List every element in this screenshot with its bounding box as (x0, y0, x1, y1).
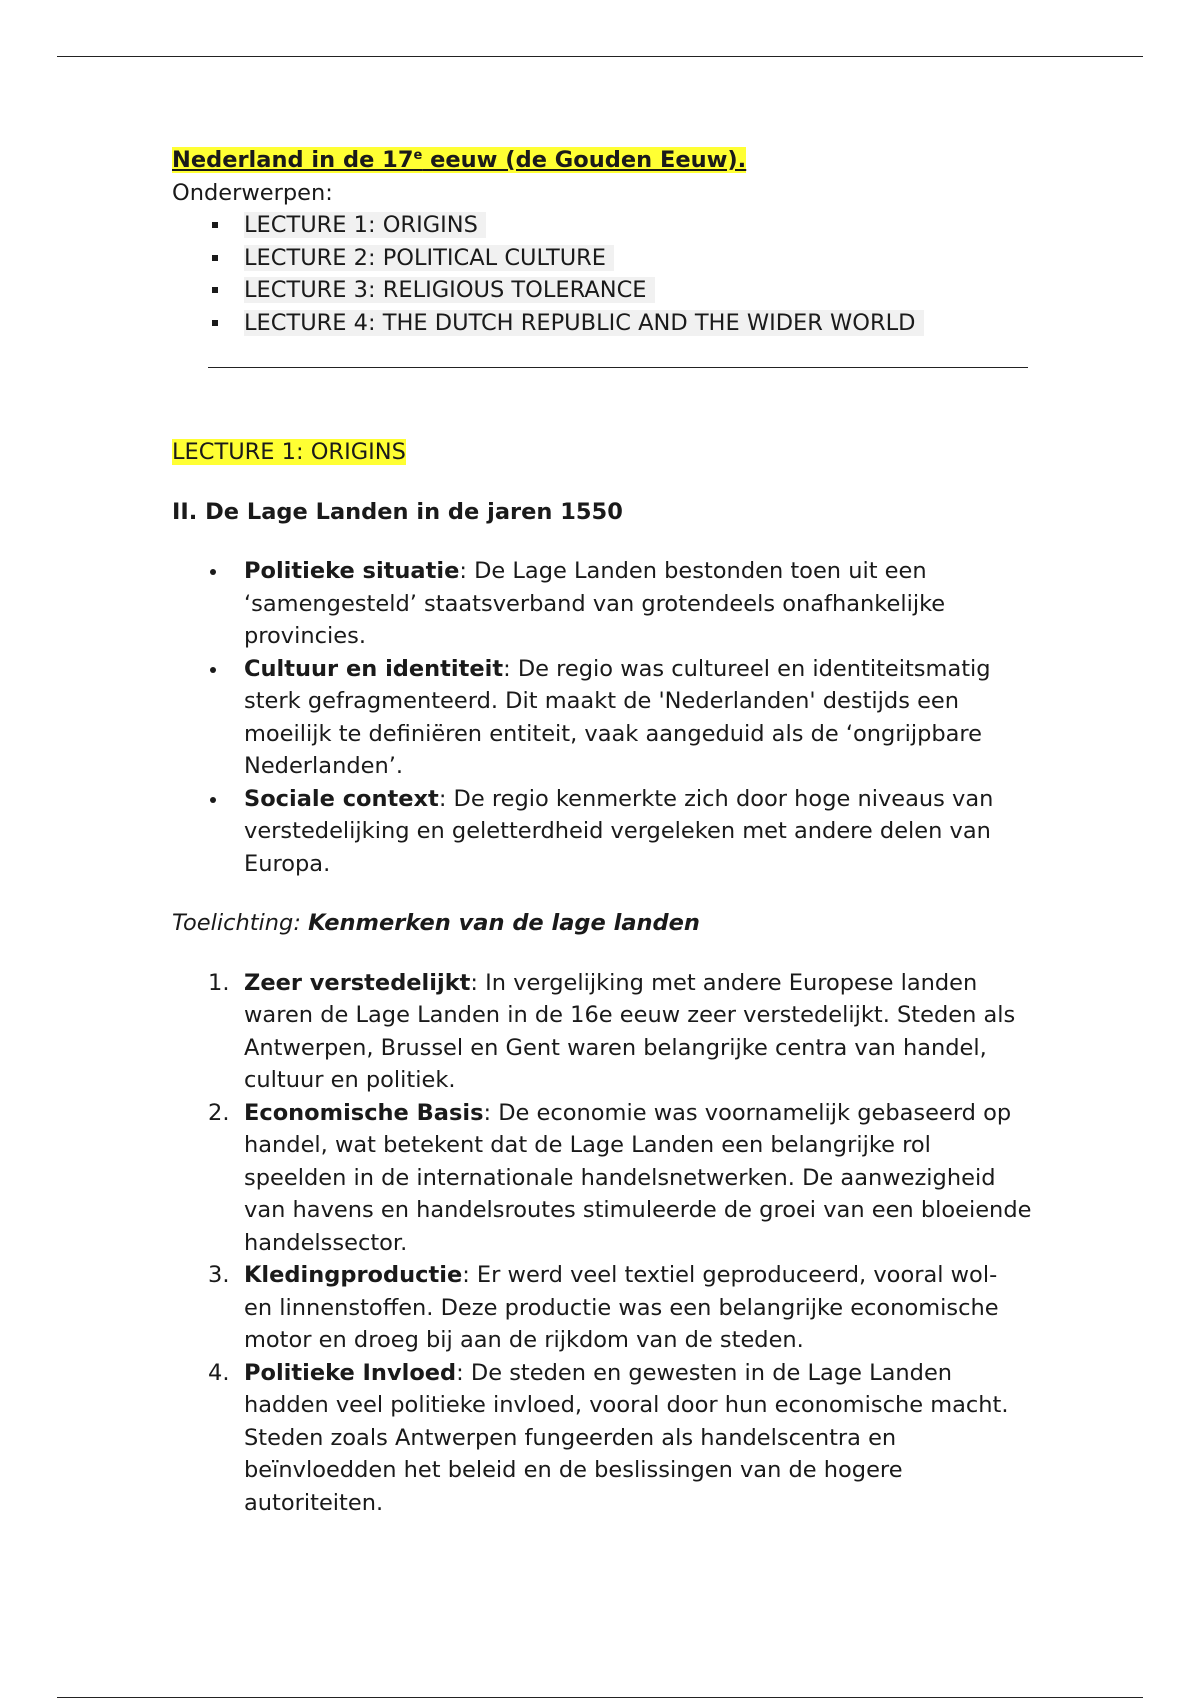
item-text: : De economie was voornamelijk gebaseerd op handel, wat betekent dat de Lage Landen een belangrijke rol speelden in de internationale handelsnetwerken. De aanwezigheid van havens en handelsroutes stimuleerde de groei van een bloeiende handelssector. (244, 1099, 1032, 1256)
bullet-icon (210, 797, 216, 803)
document-body (172, 144, 1032, 1519)
list-item (172, 967, 1032, 1097)
list-item (172, 555, 1032, 653)
item-text: : Er werd veel textiel geproduceerd, vooral wol- en linnenstoffen. Deze productie was een belangrijke economische motor en droeg bij aan de rijkdom van de steden. (244, 1262, 999, 1353)
item-text: : In vergelijking met andere Europese landen waren de Lage Landen in de 16e eeuw zeer verstedelijkt. Steden als Antwerpen, Brussel en Gent waren belangrijke centra van handel, cultuur en politiek. (244, 969, 1016, 1093)
item-term: Economische Basis (244, 1099, 484, 1126)
item-number: 3. (208, 1262, 230, 1288)
topic-item-text: LECTURE 3: RELIGIOUS TOLERANCE (244, 277, 655, 303)
list-item (172, 1259, 1032, 1357)
list-item (172, 307, 1032, 340)
bullet-icon (210, 569, 216, 575)
topic-item-text: LECTURE 1: ORIGINS (244, 212, 486, 238)
item-number: 4. (208, 1359, 230, 1386)
list-item (172, 242, 1032, 275)
square-bullet-icon (212, 287, 218, 293)
bullet-text: : De Lage Landen bestonden toen uit een ‘samengesteld’ staatsverband van grotendeels onafhankelijke provincies. (244, 558, 946, 649)
note-heading: Toelichting: Kenmerken van de lage landen (172, 910, 700, 936)
item-term: Zeer verstedelijkt (244, 969, 471, 996)
title-highlight: Nederland in de 17e eeuw (de Gouden Eeuw). (172, 147, 747, 173)
page-bottom-rule (57, 1697, 1143, 1698)
bullet-term: Sociale context (244, 785, 439, 812)
list-item (172, 1357, 1032, 1520)
list-item (172, 783, 1032, 881)
bullet-icon (210, 667, 216, 673)
square-bullet-icon (212, 320, 218, 326)
list-item (172, 274, 1032, 307)
topic-item-text: LECTURE 4: THE DUTCH REPUBLIC AND THE WIDER WORLD (244, 310, 924, 336)
topic-item-text: LECTURE 2: POLITICAL CULTURE (244, 245, 614, 271)
lecture-heading: LECTURE 1: ORIGINS (172, 439, 406, 465)
numbered-list (172, 967, 1032, 1520)
item-term: Kledingproductie (244, 1262, 463, 1288)
topics-list (172, 209, 1032, 339)
list-item (172, 209, 1032, 242)
item-number: 2. (208, 1099, 230, 1126)
section-heading: II. De Lage Landen in de jaren 1550 (172, 498, 623, 525)
page-top-rule (57, 56, 1143, 57)
square-bullet-icon (212, 222, 218, 228)
item-number: 1. (208, 969, 230, 996)
list-item (172, 1097, 1032, 1260)
bullet-text: : De regio was cultureel en identiteitsmatig sterk gefragmenteerd. Dit maakt de 'Nederlanden' destijds een moeilijk te definiëren entiteit, vaak aangeduid als de ‘ongrijpbare Nederlanden’. (244, 655, 991, 779)
topics-label: Onderwerpen: (172, 179, 333, 206)
section-divider (208, 367, 1028, 368)
list-item (172, 653, 1032, 783)
document-title (172, 144, 1032, 177)
bullet-list (172, 555, 1032, 880)
bullet-text: : De regio kenmerkte zich door hoge niveaus van verstedelijking en geletterdheid vergeleken met andere delen van Europa. (244, 785, 994, 877)
bullet-term: Cultuur en identiteit (244, 655, 504, 682)
bullet-term: Politieke situatie (244, 558, 460, 584)
item-text: : De steden en gewesten in de Lage Landen hadden veel politieke invloed, vooral door hun economische macht. Steden zoals Antwerpen fungeerden als handelscentra en beïnvloedden het beleid en de beslissingen van de hogere autoriteiten. (244, 1359, 1009, 1516)
square-bullet-icon (212, 255, 218, 261)
item-term: Politieke Invloed (244, 1359, 457, 1386)
